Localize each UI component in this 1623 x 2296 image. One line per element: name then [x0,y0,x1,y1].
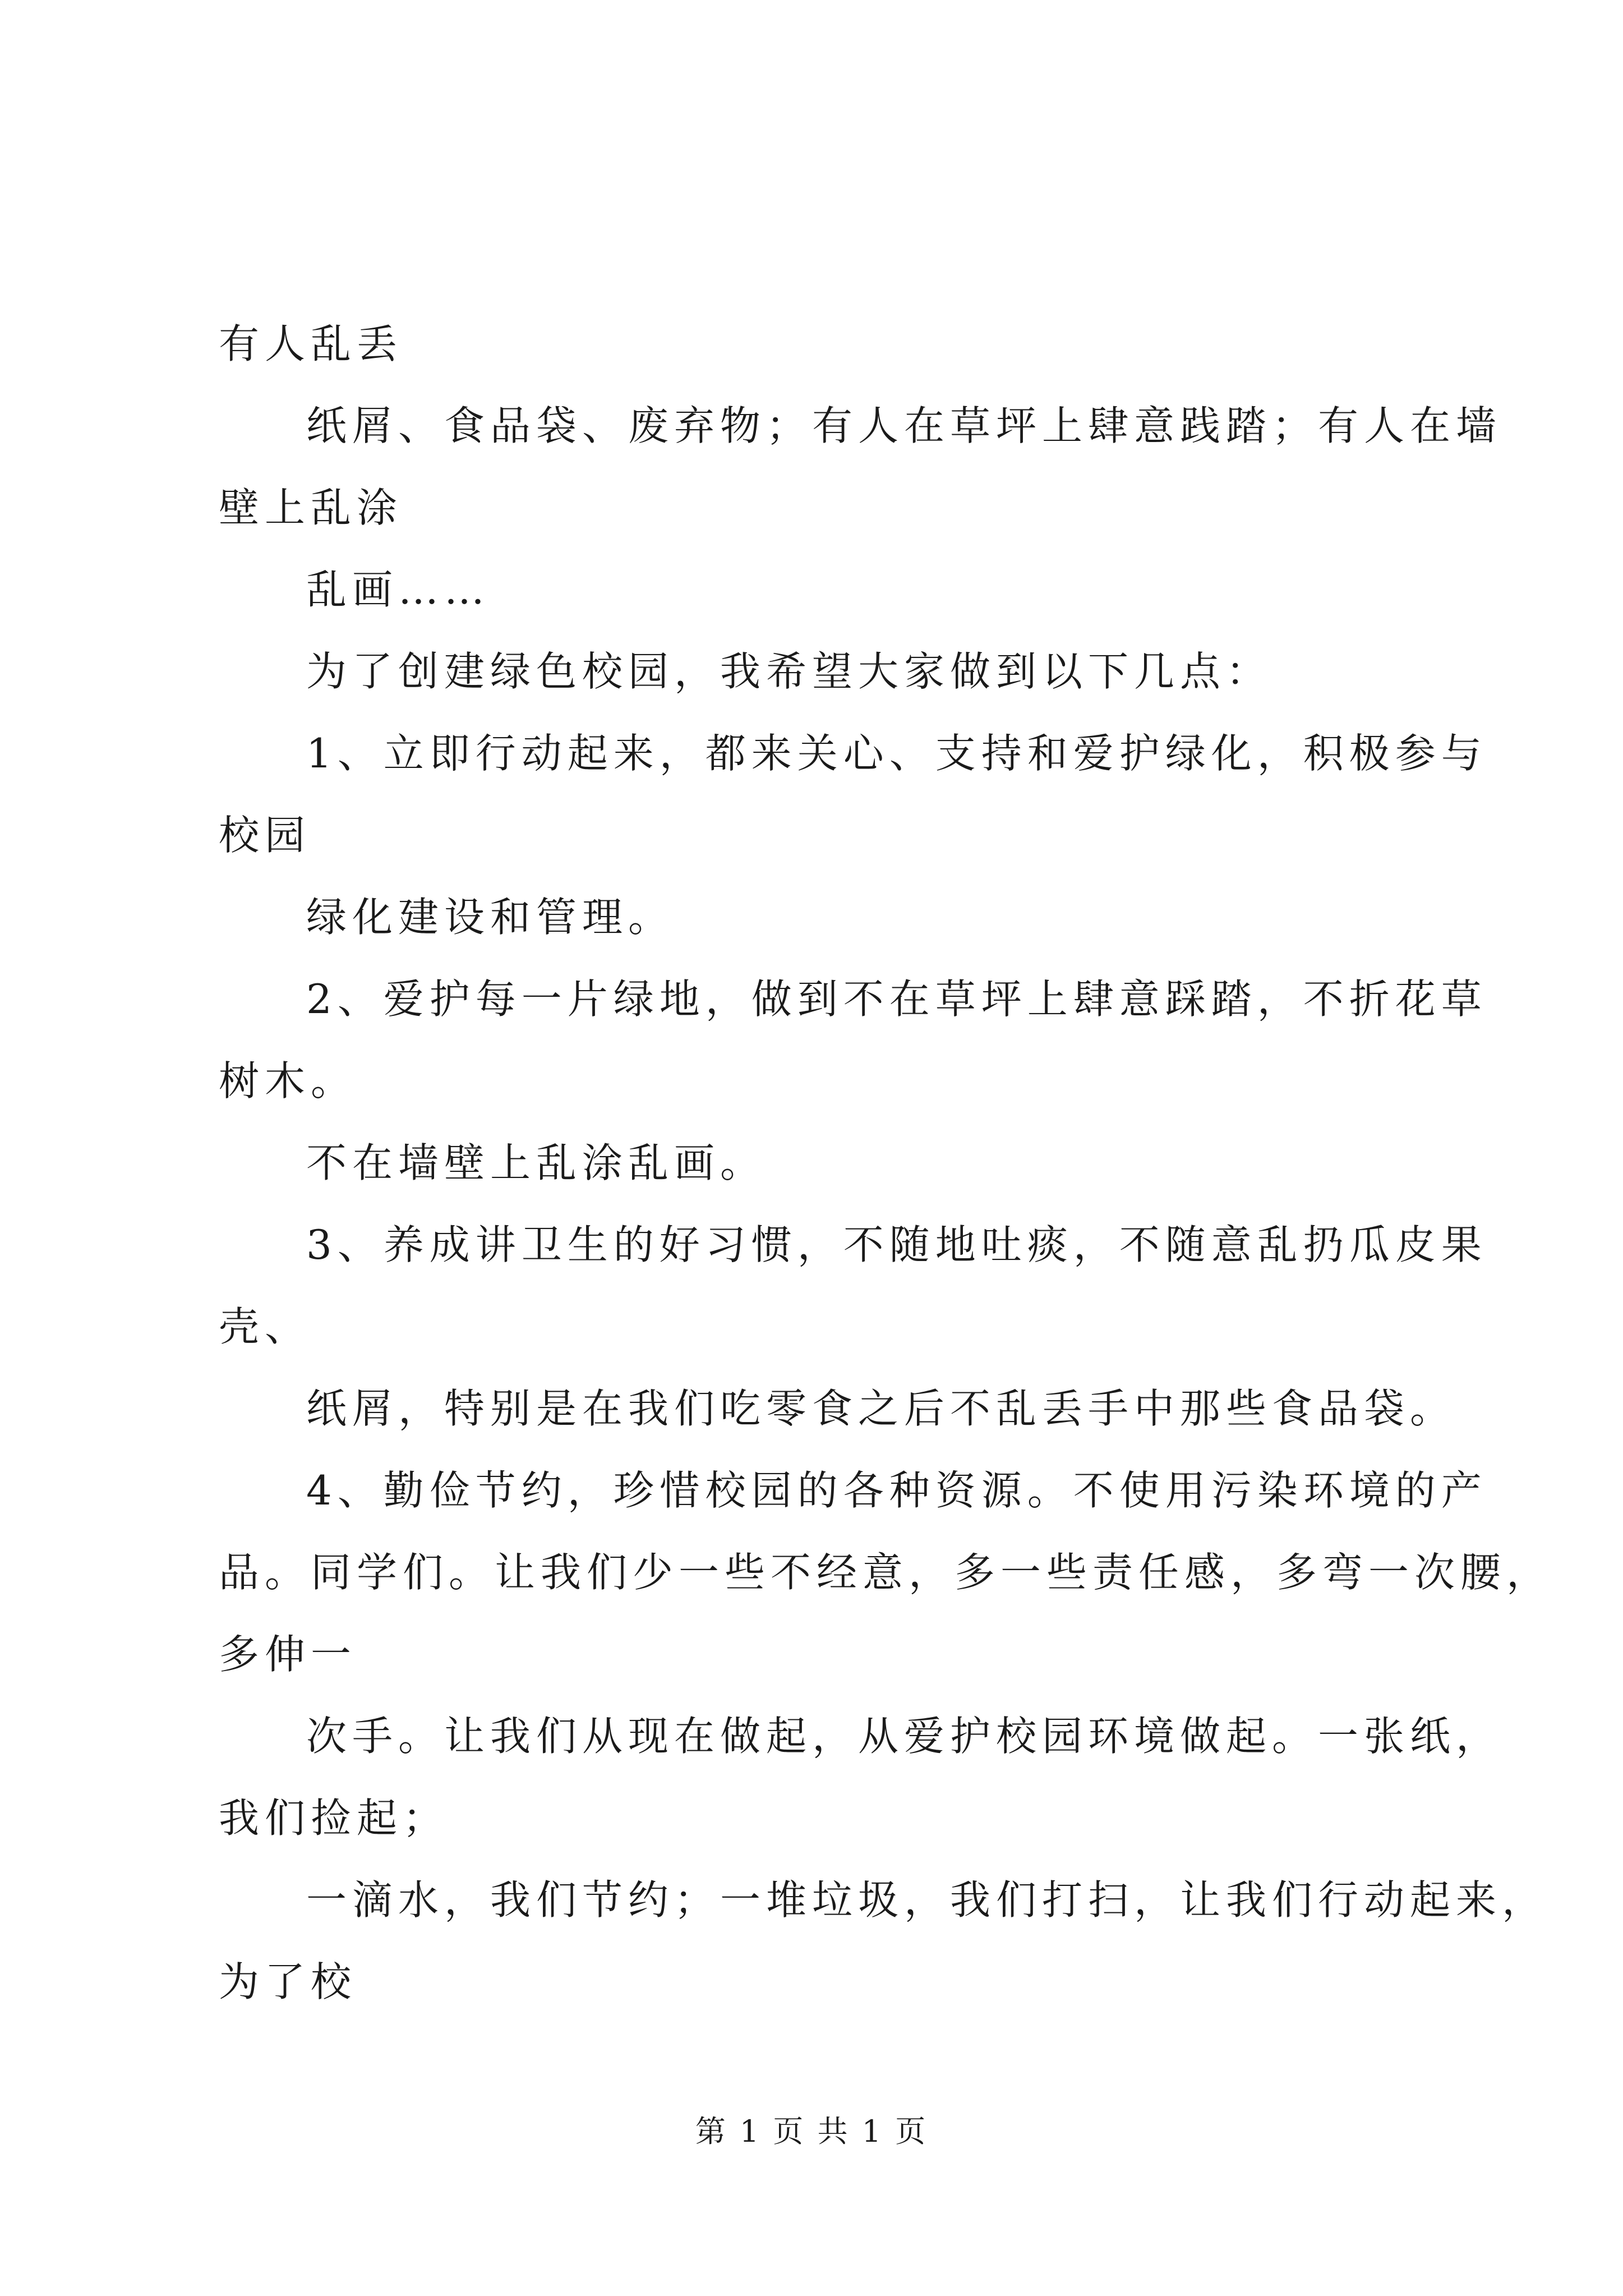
text-line-8: 绿化建设和管理。 [306,894,675,941]
text-line-21: 为了校 [219,1958,357,2005]
text-line-12: 3、养成讲卫生的好习惯，不随地吐痰，不随意乱扔瓜皮果 [306,1221,1487,1268]
text-line-19: 我们捡起； [219,1795,449,1842]
text-line-18: 次手。让我们从现在做起，从爱护校园环境做起。一张纸， [306,1713,1502,1760]
text-line-16: 品。同学们。让我们少一些不经意，多一些责任感，多弯一次腰， [219,1549,1553,1596]
text-line-1: 有人乱丢 [219,320,403,367]
text-line-2: 纸屑、食品袋、废弃物；有人在草坪上肆意践踏；有人在墙 [306,402,1502,449]
text-line-14: 纸屑，特别是在我们吃零食之后不乱丢手中那些食品袋。 [306,1385,1456,1432]
text-line-9: 2、爱护每一片绿地，做到不在草坪上肆意踩踏，不折花草 [306,976,1487,1023]
text-line-20: 一滴水，我们节约；一堆垃圾，我们打扫，让我们行动起来， [306,1876,1548,1924]
text-line-7: 校园 [219,812,311,859]
text-line-6: 1、立即行动起来，都来关心、支持和爱护绿化，积极参与 [306,730,1487,777]
text-line-17: 多伸一 [219,1631,357,1678]
page-number-footer: 第 1 页 共 1 页 [695,2114,928,2149]
document-body [219,303,1553,2023]
text-line-11: 不在墙壁上乱涂乱画。 [306,1139,767,1186]
text-line-10: 树木。 [219,1057,357,1105]
text-line-13: 壳、 [219,1303,311,1350]
text-line-3: 壁上乱涂 [219,484,403,531]
text-line-15: 4、勤俭节约，珍惜校园的各种资源。不使用污染环境的产 [306,1467,1487,1514]
text-line-5: 为了创建绿色校园，我希望大家做到以下几点： [306,648,1272,695]
text-line-4: 乱画…… [306,566,491,613]
